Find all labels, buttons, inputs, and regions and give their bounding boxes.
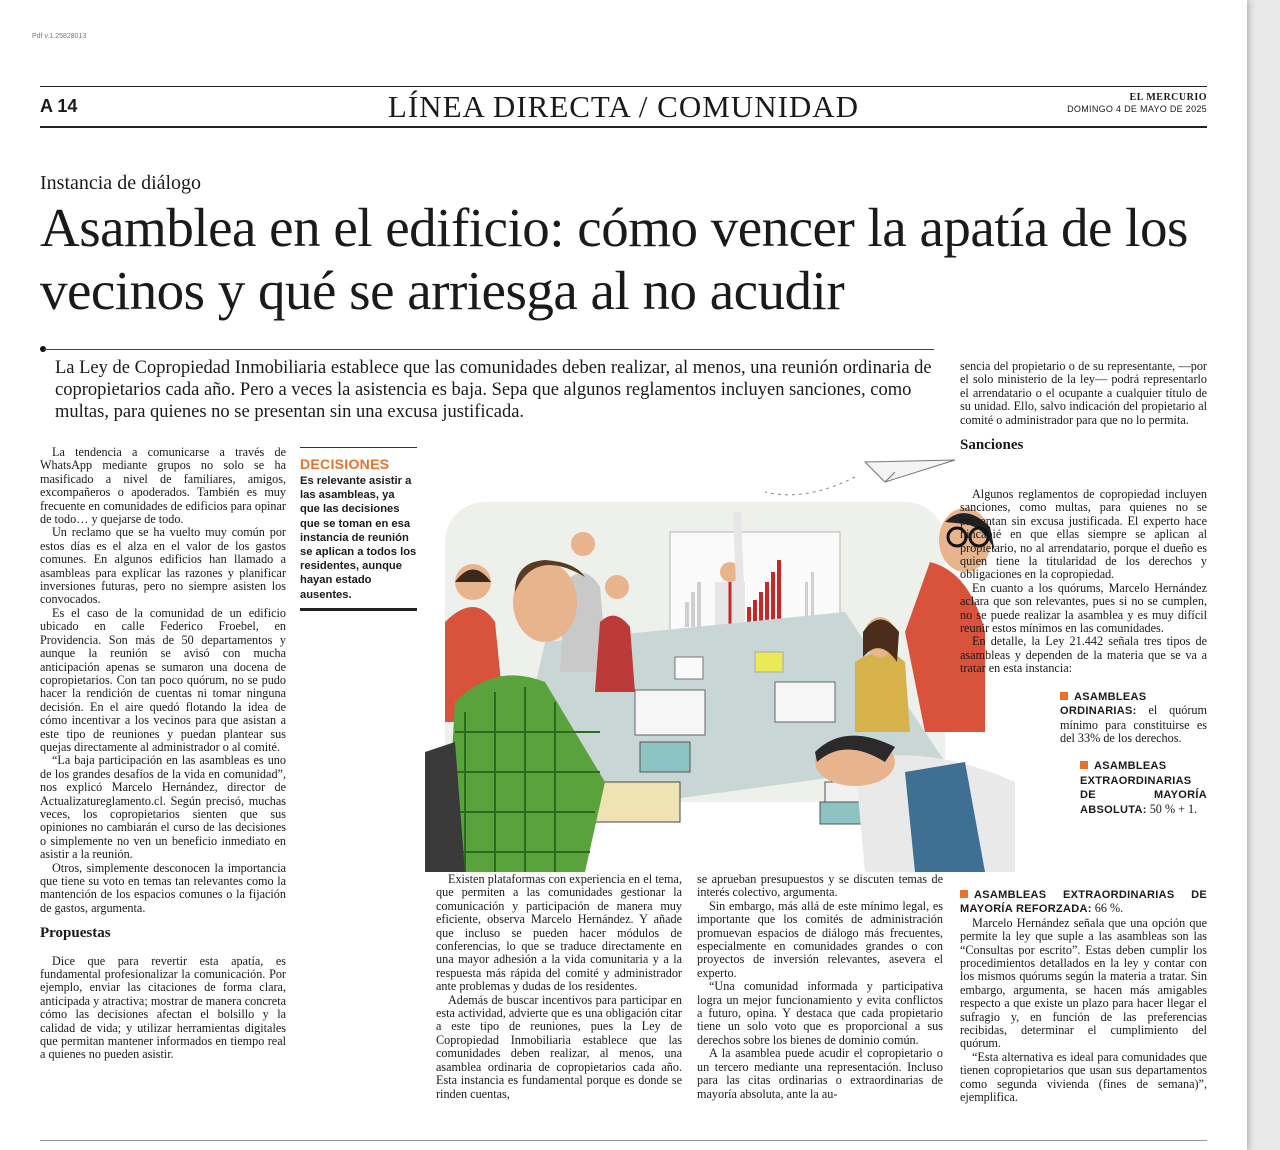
- paragraph: Un reclamo que se ha vuelto muy común por estos días es el alza en el valor de los gastos comunes. En algunos edificios han llamado a asambleas para explicar las razones y planificar inversiones futuras, pero no siempre asisten los convocados.: [40, 525, 286, 607]
- list-item-label: ASAMBLEAS ORDINARIAS:: [1060, 690, 1147, 718]
- sidebar-title: DECISIONES: [300, 456, 390, 472]
- list-item: [960, 690, 1207, 746]
- paragraph: A la asamblea puede acudir el copropietario o un tercero mediante una representación. Incluso para las citas ordinarias o extraordinarias de mayoría absoluta, ante la au-: [697, 1046, 943, 1101]
- list-item: [960, 759, 1207, 817]
- list-item-label: ASAMBLEAS EXTRAORDINARIAS DE MAYORÍA REFORZADA:: [960, 889, 1207, 916]
- paragraph: Algunos reglamentos de copropiedad incluyen sanciones, como multas, para quienes no se presentan sin excusa justificada. El experto hace hincapié en que ellas siempre se aplican al propietario, no al arrendatario, porque el dueño es quien tiene la titularidad de los derechos y obligaciones en la copropiedad.: [960, 487, 1207, 582]
- paragraph: Marcelo Hernández señala que una opción que permite la ley que suple a las asambleas son las “Consultas por escrito”. Estas deben cumplir los procedimientos detallados en la ley y contar con los mismos quórums según la materia a tratar. Sin embargo, argumenta, se hacen más amigables respecto a que existe un plazo para hacer llegar el sufragio y, en función de las preferencias recibidas, determinar el cumplimiento del quórum.: [960, 915, 1207, 1051]
- sidebar-body: Es relevante asistir a las asambleas, ya que las decisiones que se toman en esa instancia de reunión se aplican a todos los residentes, aunque hayan estado ausentes.: [300, 475, 417, 601]
- paragraph: Es el caso de la comunidad de un edificio ubicado en calle Federico Froebel, en Providencia. Son más de 50 departamentos y aunque la reunión se avisó con mucha anticipación apenas se sumaron una docena de copropietarios. Con tan poco quórum, no se pudo hacer la rendición de cuentas ni tomar ninguna decisión. En el aire quedó flotando la idea de cómo incentivar a los vecinos para que asistan a este tipo de reuniones y puedan plantear sus quejas directamente al administrador o al comité.: [40, 605, 286, 754]
- subhead-propuestas: Propuestas: [40, 925, 111, 942]
- newspaper-name: EL MERCURIO: [1129, 92, 1207, 103]
- paragraph: Existen plataformas con experiencia en el tema, que permiten a las comunidades gestionar la comunicación y participación de manera muy eficiente, observa Marcelo Hernández. Y añade que incluso se pueden hacer módulos de conferencias, lo que se traduce directamente en una mayor adhesión a la vida comunitaria y a la respuesta más rápida del comité y administrador ante problemas y dudas de los residentes.: [436, 872, 682, 994]
- column-1: [40, 446, 286, 1062]
- paragraph: En detalle, la Ley 21.442 señala tres tipos de asambleas y dependen de la materia que se va a tratar en esta instancia:: [960, 634, 1207, 676]
- column-3: [697, 873, 943, 1101]
- column-4-middle: [960, 488, 1207, 817]
- subhead-sanciones: Sanciones: [960, 437, 1024, 454]
- list-item: [960, 888, 1207, 917]
- column-4-bottom: [960, 888, 1207, 1105]
- paragraph: sencia del propietario o de su representante, —por el solo ministerio de la ley— podrá representarlo el arrendatario o el ocupante a cualquier título de su unidad. Ello, salvo indicación del propietario al comité o administrador para que no lo permita.: [960, 359, 1207, 427]
- orange-square-icon: [1060, 692, 1068, 700]
- paragraph: Dice que para revertir esta apatía, es fundamental profesionalizar la comunicación. Por ejemplo, enviar las citaciones de forma clara, anticipada y atractiva; mostrar de manera concreta cómo las decisiones afectan el bolsillo y la calidad de vida; y utilizar herramientas digitales que permitan mantener informados en tiempo real a quienes no pueden asistir.: [40, 953, 286, 1062]
- paragraph: Otros, simplemente desconocen la importancia que tiene su voto en temas tan relevantes como la mantención de los espacios comunes o la fijación de gastos, argumenta.: [40, 860, 286, 915]
- article-headline: Asamblea en el edificio: cómo vencer la apatía de los vecinos y qué se arriesga al no acudir: [40, 197, 1188, 321]
- list-item-text: el quórum mínimo para constituirse es del 33% de los derechos.: [1060, 703, 1207, 745]
- header-rule-bottom: [40, 126, 1207, 128]
- article-kicker: Instancia de diálogo: [40, 172, 202, 194]
- column-2: [436, 873, 682, 1101]
- paragraph: La tendencia a comunicarse a través de WhatsApp mediante grupos no solo se ha masificado a nivel de familiares, amigos, excompañeros o apoderados. También es muy frecuente en comunidades de edificios para opinar de todo… y quejarse de todo.: [40, 445, 286, 527]
- paragraph: “La baja participación en las asambleas es uno de los grandes desafíos de la vida en comunidad”, nos explicó Marcelo Hernández, director de Actualizatureglamento.cl. Según precisó, muchas veces, los copropietarios sienten que sus opiniones no cambiarán el curso de las decisiones o simplemente no ven un beneficio inmediato en asistir a la reunión.: [40, 753, 286, 862]
- list-item-label: ASAMBLEAS EXTRAORDINARIAS DE MAYORÍA ABSOLUTA:: [1080, 760, 1207, 816]
- header-rule-top: [40, 86, 1207, 87]
- list-item-text: 50 % + 1.: [1149, 801, 1198, 816]
- lead-rule: [44, 349, 934, 350]
- paragraph: se aprueban presupuestos y se discuten temas de interés colectivo, argumenta.: [697, 872, 943, 900]
- footer-rule: [40, 1140, 1207, 1141]
- meeting-illustration: [385, 432, 1015, 872]
- orange-square-icon: [1080, 761, 1088, 769]
- paragraph: Además de buscar incentivos para participar en esta actividad, advierte que es una obligación citar a este tipo de reuniones, pues la Ley de Copropiedad Inmobiliaria establece que las comunidades deben realizar, al menos, una asamblea ordinaria de copropietarios cada año. Esta instancia es fundamental porque es donde se rinden cuentas,: [436, 992, 682, 1101]
- masthead: [1067, 92, 1207, 114]
- section-title: LÍNEA DIRECTA / COMUNIDAD: [387, 89, 860, 124]
- issue-date: DOMINGO 4 DE MAYO DE 2025: [1067, 104, 1207, 114]
- orange-square-icon: [960, 890, 968, 898]
- paragraph: Sin embargo, más allá de este mínimo legal, es importante que los comités de administración promuevan espacios de diálogo más frecuentes, especialmente en comunidades grandes o con proyectos de inversión relevantes, asevera el experto.: [697, 898, 943, 980]
- pdf-version: Pdf v.1.25828013: [32, 33, 87, 40]
- paragraph: “Una comunidad informada y participativa logra un mejor funcionamiento y evita conflictos a futuro, opina. Y destaca que cada propietario tiene un solo voto que es proporcional a sus derechos sobre los bienes de dominio común.: [697, 979, 943, 1047]
- column-4-top: [960, 360, 1207, 466]
- list-item-text: 66 %.: [1094, 901, 1124, 916]
- page-number: A 14: [40, 96, 78, 116]
- paragraph: En cuanto a los quórums, Marcelo Hernández aclara que son relevantes, pues si no se cumplen, no se puede realizar la asamblea y es muy difícil reunir estos mínimos en las comunidades.: [960, 580, 1207, 636]
- article-lead: La Ley de Copropiedad Inmobiliaria establece que las comunidades deben realizar, al menos, una reunión ordinaria de copropietarios cada año. Pero a veces la asistencia es baja. Sepa que algunos reglamentos incluyen sanciones, como multas, para quienes no se presentan sin una excusa justificada.: [55, 358, 932, 422]
- paragraph: “Esta alternativa es ideal para comunidades que tienen copropietarios que usan sus departamentos como segunda vivienda (fines de semana)”, ejemplifica.: [960, 1049, 1207, 1105]
